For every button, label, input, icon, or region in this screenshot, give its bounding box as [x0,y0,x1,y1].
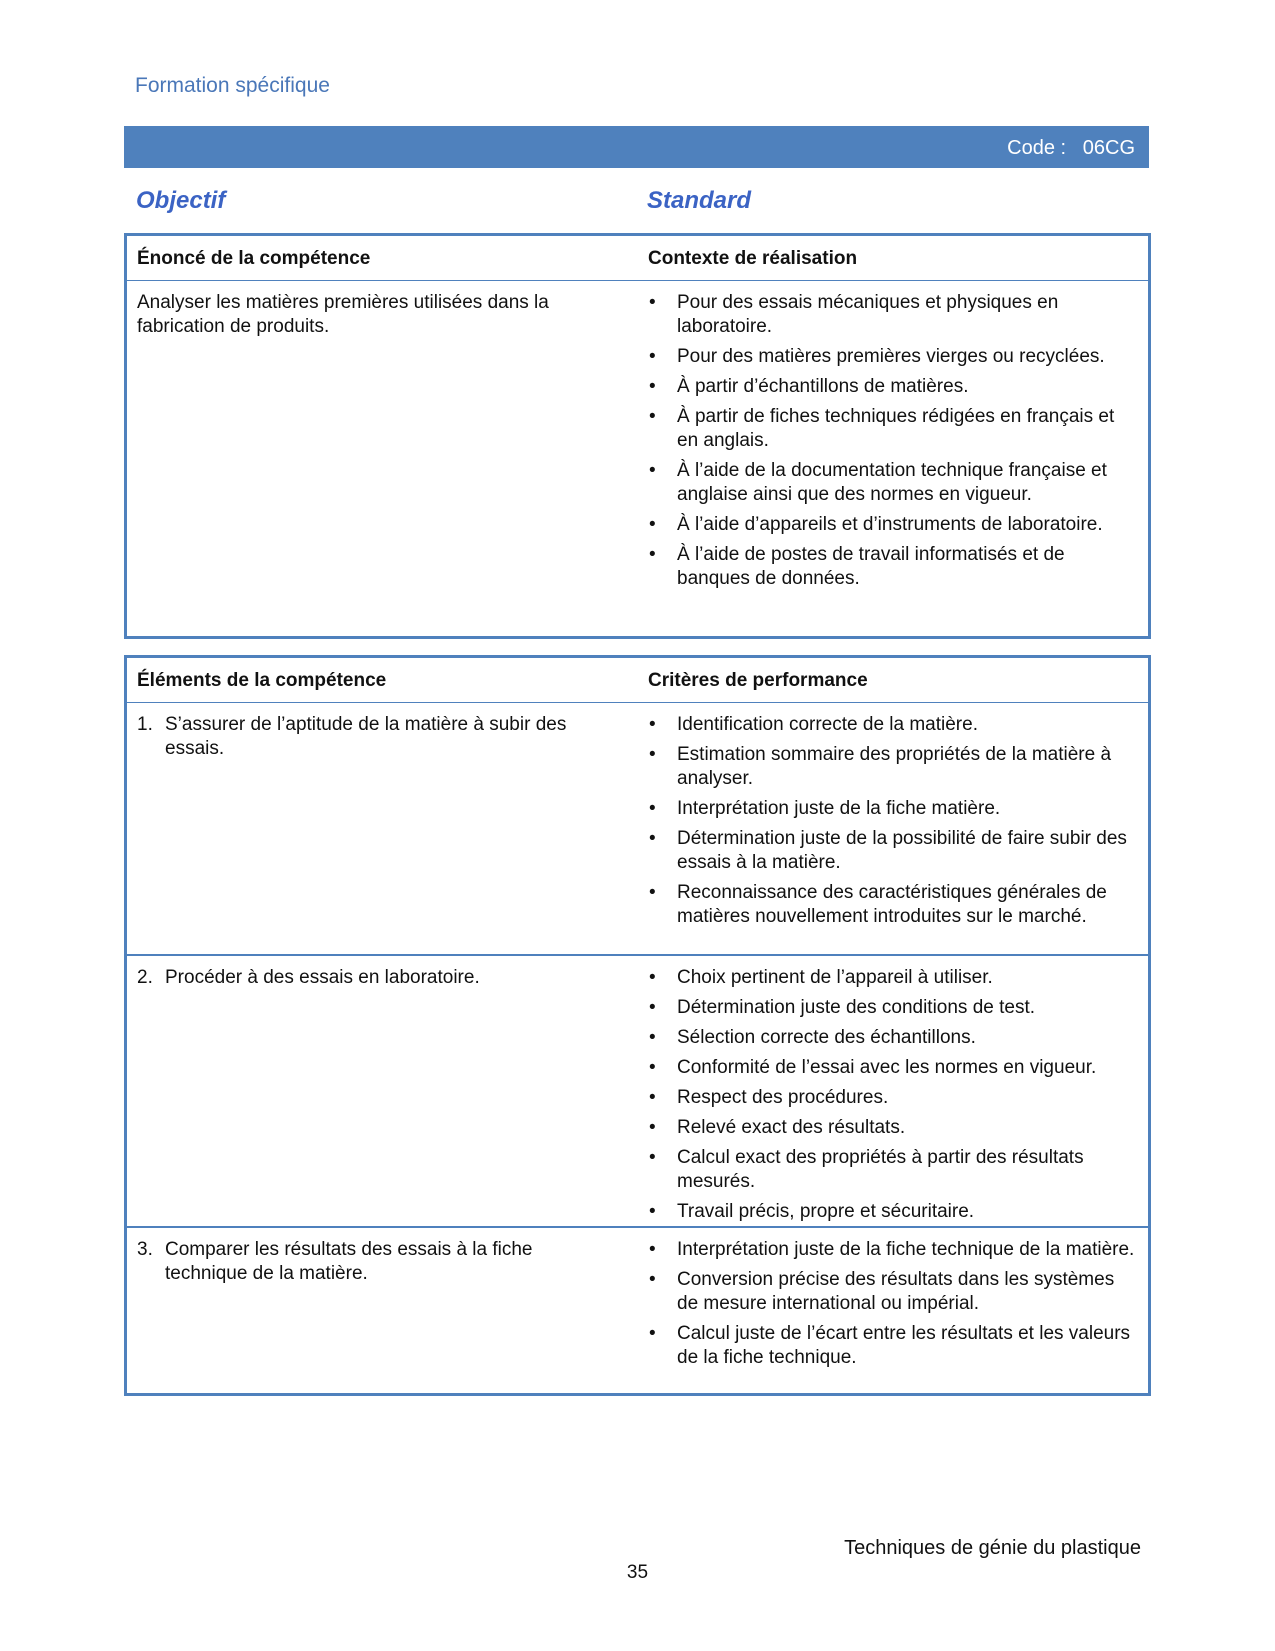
elements-left-heading: Éléments de la compétence [137,670,387,691]
element-description: S’assurer de l’aptitude de la matière à subir des essais. [165,714,567,759]
statement-header-row [127,236,1148,281]
bullet-icon: • [649,967,656,988]
criteria-item: • Relevé exact des résultats. [649,1117,906,1138]
elements-header-row [127,658,1148,703]
statement-right-heading: Contexte de réalisation [648,248,858,269]
objectif-label: Objectif [136,187,226,214]
bullet-icon: • [649,828,656,849]
context-item: • À partir de fiches techniques rédigées en français et en anglais. [649,406,1115,451]
bullet-icon: • [649,346,656,367]
standard-label: Standard [647,187,752,214]
bullet-icon: • [649,1027,656,1048]
criteria-item: • Interprétation juste de la fiche matière. [649,798,1001,819]
criteria-item: • Calcul juste de l’écart entre les résultats et les valeurs de la fiche technique. [649,1323,1131,1368]
element-description: Comparer les résultats des essais à la fiche technique de la matière. [165,1239,533,1284]
criteria-item: • Respect des procédures. [649,1087,889,1108]
context-item: • À l’aide de postes de travail informatisés et de banques de données. [649,544,1065,589]
code-label: Code : [1007,137,1067,159]
criteria-item: • Calcul exact des propriétés à partir des résultats mesurés. [649,1147,1084,1192]
bullet-icon: • [649,460,656,481]
element-row-2 [127,956,1148,1228]
bullet-icon: • [649,1269,656,1290]
context-item: • Pour des essais mécaniques et physiques en laboratoire. [649,292,1059,337]
code-banner [124,126,1149,168]
page-number: 35 [626,1562,649,1583]
bullet-icon: • [649,744,656,765]
criteria-item: • Travail précis, propre et sécuritaire. [649,1201,975,1222]
context-item: • À l’aide d’appareils et d’instruments de laboratoire. [649,514,1103,535]
element-row-1 [127,703,1148,956]
bullet-icon: • [649,1239,656,1260]
element-text [137,1238,607,1286]
element-text [137,713,607,761]
criteria-item: • Détermination juste des conditions de test. [649,997,1036,1018]
element-number: 1. [137,714,153,735]
bullet-icon: • [649,406,656,427]
criteria-item: • Sélection correcte des échantillons. [649,1027,976,1048]
competence-statement: Analyser les matières premières utilisées dans la fabrication de produits. [137,292,549,337]
criteria-list [648,966,1138,1230]
code-value: 06CG [1082,137,1135,159]
criteria-item: • Détermination juste de la possibilité de faire subir des essais à la matière. [649,828,1127,873]
bullet-icon: • [649,798,656,819]
criteria-item: • Conversion précise des résultats dans les systèmes de mesure international ou impérial. [649,1269,1115,1314]
bullet-icon: • [649,997,656,1018]
statement-left-heading: Énoncé de la compétence [137,248,371,269]
criteria-item: • Choix pertinent de l’appareil à utiliser. [649,967,993,988]
bullet-icon: • [649,1057,656,1078]
elements-right-heading: Critères de performance [648,670,868,691]
element-text [137,966,607,990]
bullet-icon: • [649,1201,656,1222]
criteria-item: • Conformité de l’essai avec les normes en vigueur. [649,1057,1097,1078]
element-row-3 [127,1228,1148,1390]
context-list [648,291,1138,597]
criteria-list [648,1238,1138,1376]
competence-elements-table [124,655,1151,1396]
criteria-list [648,713,1138,935]
section-title: Formation spécifique [135,74,330,97]
program-name: Techniques de génie du plastique [844,1537,1141,1559]
criteria-item: • Interprétation juste de la fiche technique de la matière. [649,1239,1135,1260]
bullet-icon: • [649,714,656,735]
context-item: • Pour des matières premières vierges ou recyclées. [649,346,1105,367]
element-description: Procéder à des essais en laboratoire. [165,967,480,988]
bullet-icon: • [649,882,656,903]
bullet-icon: • [649,1087,656,1108]
bullet-icon: • [649,1147,656,1168]
statement-row [127,281,1148,631]
criteria-item: • Identification correcte de la matière. [649,714,978,735]
criteria-item: • Reconnaissance des caractéristiques générales de matières nouvellement introduites sur le marché. [649,882,1107,927]
element-number: 3. [137,1239,153,1260]
competence-statement-table [124,233,1151,639]
objectif-standard-row [124,187,1149,215]
bullet-icon: • [649,292,656,313]
criteria-item: • Estimation sommaire des propriétés de la matière à analyser. [649,744,1112,789]
bullet-icon: • [649,1117,656,1138]
element-number: 2. [137,967,153,988]
bullet-icon: • [649,376,656,397]
context-item: • À l’aide de la documentation technique française et anglaise ainsi que des normes en vigueur. [649,460,1107,505]
bullet-icon: • [649,1323,656,1344]
context-item: • À partir d’échantillons de matières. [649,376,969,397]
code-text [1007,137,1135,160]
bullet-icon: • [649,544,656,565]
bullet-icon: • [649,514,656,535]
